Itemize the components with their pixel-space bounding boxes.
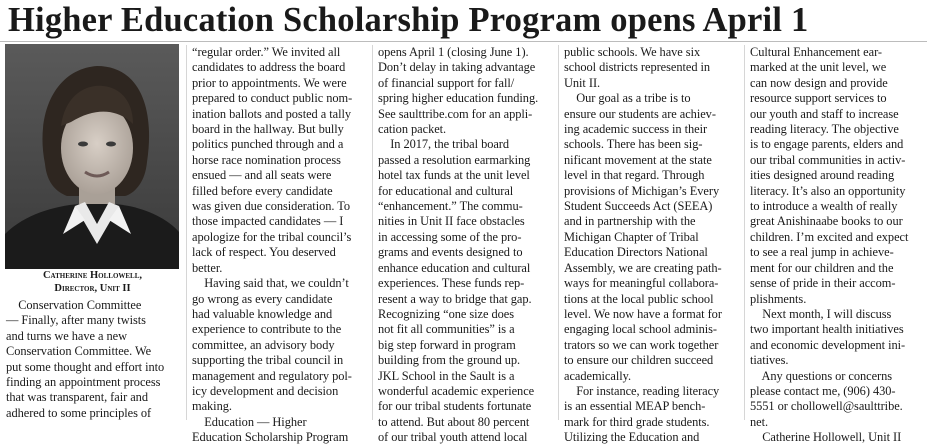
text-line: in accessing some of the pro- <box>378 229 522 244</box>
text-line: experience to contribute to the <box>192 322 342 337</box>
text-line: committee, an advisory body <box>192 337 335 352</box>
text-line: two important health initiatives <box>750 322 904 337</box>
text-line: plishments. <box>750 291 807 306</box>
text-line: JKL School in the Sault is a <box>378 368 515 383</box>
text-line: Our goal as a tribe is to <box>564 91 691 106</box>
text-line: enhance education and cultural <box>378 260 531 275</box>
text-line: engaging local school adminis- <box>564 322 718 337</box>
photo-caption <box>0 269 185 295</box>
text-line: Education Scholarship Program <box>192 430 349 445</box>
text-line: ensued — and all seats were <box>192 168 332 183</box>
text-line: can now design and provide <box>750 75 888 90</box>
article-column-2 <box>192 45 364 446</box>
text-line: Catherine Hollowell, Unit II <box>750 430 902 445</box>
article-column-1 <box>6 298 182 421</box>
text-line: tiatives. <box>750 353 789 368</box>
text-line: great Anishinaabe books to our <box>750 214 903 229</box>
text-line: opens April 1 (closing June 1). <box>378 45 529 59</box>
column-separator <box>186 45 187 420</box>
text-line: please contact me, (906) 430- <box>750 383 896 398</box>
text-line: level in that regard. Through <box>564 168 705 183</box>
text-line: that was transparent, fair and <box>6 390 148 405</box>
text-line: better. <box>192 260 223 275</box>
text-line: spring higher education funding. <box>378 91 539 106</box>
text-line: not fit all communities” is a <box>378 322 515 337</box>
text-line: Conservation Committee. We <box>6 344 152 359</box>
text-line: politics punched through and a <box>192 137 344 152</box>
text-line: ways for meaningful collabora- <box>564 276 719 291</box>
text-line: put some thought and effort into <box>6 359 165 374</box>
text-line: Assembly, we are creating path- <box>564 260 722 275</box>
text-line: schools. There has been sig- <box>564 137 703 152</box>
text-line: Next month, I will discuss <box>750 306 892 321</box>
text-line: ing academic success in their <box>564 122 708 137</box>
text-line: For instance, reading literacy <box>564 383 720 398</box>
text-line: Utilizing the Education and <box>564 430 700 445</box>
text-line: our tribal communities in activ- <box>750 152 906 167</box>
text-line: finding an appointment process <box>6 375 161 390</box>
text-line: In 2017, the tribal board <box>378 137 510 152</box>
text-line: management and regulatory pol- <box>192 368 352 383</box>
text-line: supporting the tribal council in <box>192 353 344 368</box>
text-line: and in partnership with the <box>564 214 696 229</box>
text-line: candidates to address the board <box>192 60 346 75</box>
text-line: prepared to conduct public nom- <box>192 91 353 106</box>
text-line: to attend. But about 80 percent <box>378 414 530 429</box>
text-line: is an essential MEAP bench- <box>564 399 706 414</box>
text-line: trators so we can work together <box>564 337 719 352</box>
text-line: was given due consideration. To <box>192 199 351 214</box>
text-line: big step forward in program <box>378 337 516 352</box>
author-photo <box>5 44 179 269</box>
text-line: public schools. We have six <box>564 45 701 59</box>
text-line: Recognizing “one size does <box>378 306 514 321</box>
text-line: cation packet. <box>378 122 447 137</box>
text-line: had valuable knowledge and <box>192 306 333 321</box>
text-line: 5551 or chollowell@saulttribe. <box>750 399 903 414</box>
text-line: See saulttribe.com for an appli- <box>378 106 533 121</box>
text-line: prior to appointments. We were <box>192 75 347 90</box>
text-line: ination ballots and posted a tally <box>192 106 352 121</box>
text-line: provisions of Michigan’s Every <box>564 183 720 198</box>
text-line: marked at the unit level, we <box>750 60 887 75</box>
text-line: ensure our students are achiev- <box>564 106 716 121</box>
text-line: net. <box>750 414 769 429</box>
text-line: horse race nomination process <box>192 152 341 167</box>
text-line: ment for our children and the <box>750 260 894 275</box>
text-line: nities in Unit II face obstacles <box>378 214 525 229</box>
text-line: tions at the local public school <box>564 291 714 306</box>
text-line: Any questions or concerns <box>750 368 893 383</box>
text-line: those impacted candidates — I <box>192 214 344 229</box>
text-line: “enhancement.” The commu- <box>378 199 523 214</box>
text-line: hotel tax funds at the unit level <box>378 168 530 183</box>
text-line: nificant movement at the state <box>564 152 712 167</box>
text-line: adhered to some principles of <box>6 405 152 420</box>
text-line: Education — Higher <box>192 414 307 429</box>
text-line: wonderful academic experience <box>378 383 535 398</box>
text-line: grams and events designed to <box>378 245 523 260</box>
text-line: Unit II. <box>564 75 601 90</box>
text-line: and economic development ini- <box>750 337 906 352</box>
text-line: sense of pride in their accom- <box>750 276 896 291</box>
text-line: experiences. These funds rep- <box>378 276 525 291</box>
text-line: to ensure our children succeed <box>564 353 714 368</box>
text-line: for our tribal students fortunate <box>378 399 532 414</box>
text-line: reading literacy. The objective <box>750 122 899 137</box>
article-column-4 <box>564 45 736 446</box>
text-line: school districts represented in <box>564 60 711 75</box>
text-line: of our tribal youth attend local <box>378 430 528 445</box>
text-line: to see a real jump in achieve- <box>750 245 894 260</box>
text-line: mark for third grade students. <box>564 414 710 429</box>
headline-rule <box>0 41 927 42</box>
text-line: making. <box>192 399 232 414</box>
column-separator <box>372 45 373 420</box>
text-line: Education Directors National <box>564 245 708 260</box>
column-separator <box>744 45 745 420</box>
text-line: — Finally, after many twists <box>6 313 146 328</box>
text-line: children. I’m excited and expect <box>750 229 909 244</box>
text-line: Student Succeeds Act (SEEA) <box>564 199 713 214</box>
text-line: is to engage parents, elders and <box>750 137 904 152</box>
article-column-5 <box>750 45 922 446</box>
text-line: resent a way to bridge that gap. <box>378 291 532 306</box>
text-line: academically. <box>564 368 631 383</box>
text-line: resource support services to <box>750 91 887 106</box>
text-line: Having said that, we couldn’t <box>192 276 349 291</box>
text-line: for educational and cultural <box>378 183 514 198</box>
text-line: board in the hallway. But bully <box>192 122 344 137</box>
text-line: of financial support for fall/ <box>378 75 515 90</box>
text-line: passed a resolution earmarking <box>378 152 531 167</box>
text-line: Michigan Chapter of Tribal <box>564 229 699 244</box>
caption-name: Catherine Hollowell, <box>42 270 143 281</box>
text-line: level. We now have a format for <box>564 306 722 321</box>
text-line: to introduce a wealth of really <box>750 199 898 214</box>
text-line: go wrong as every candidate <box>192 291 333 306</box>
text-line: filled before every candidate <box>192 183 333 198</box>
text-line: literacy. It’s also an opportunity <box>750 183 906 198</box>
text-line: Conservation Committee <box>6 298 142 312</box>
column-separator <box>558 45 559 420</box>
text-line: Cultural Enhancement ear- <box>750 45 882 59</box>
text-line: “regular order.” We invited all <box>192 45 341 59</box>
text-line: and turns we have a new <box>6 328 127 343</box>
article-column-3 <box>378 45 550 446</box>
text-line: Don’t delay in taking advantage <box>378 60 536 75</box>
portrait-illustration <box>5 44 179 269</box>
text-line: lack of respect. You deserved <box>192 245 336 260</box>
text-line: building from the ground up. <box>378 353 521 368</box>
caption-title: Director, Unit II <box>54 283 131 294</box>
text-line: our youth and staff to increase <box>750 106 899 121</box>
text-line: apologize for the tribal council’s <box>192 229 352 244</box>
text-line: icy development and decision <box>192 383 339 398</box>
text-line: ities designed around reading <box>750 168 895 183</box>
article-headline: Higher Education Scholarship Program opens April 1 <box>8 1 809 39</box>
